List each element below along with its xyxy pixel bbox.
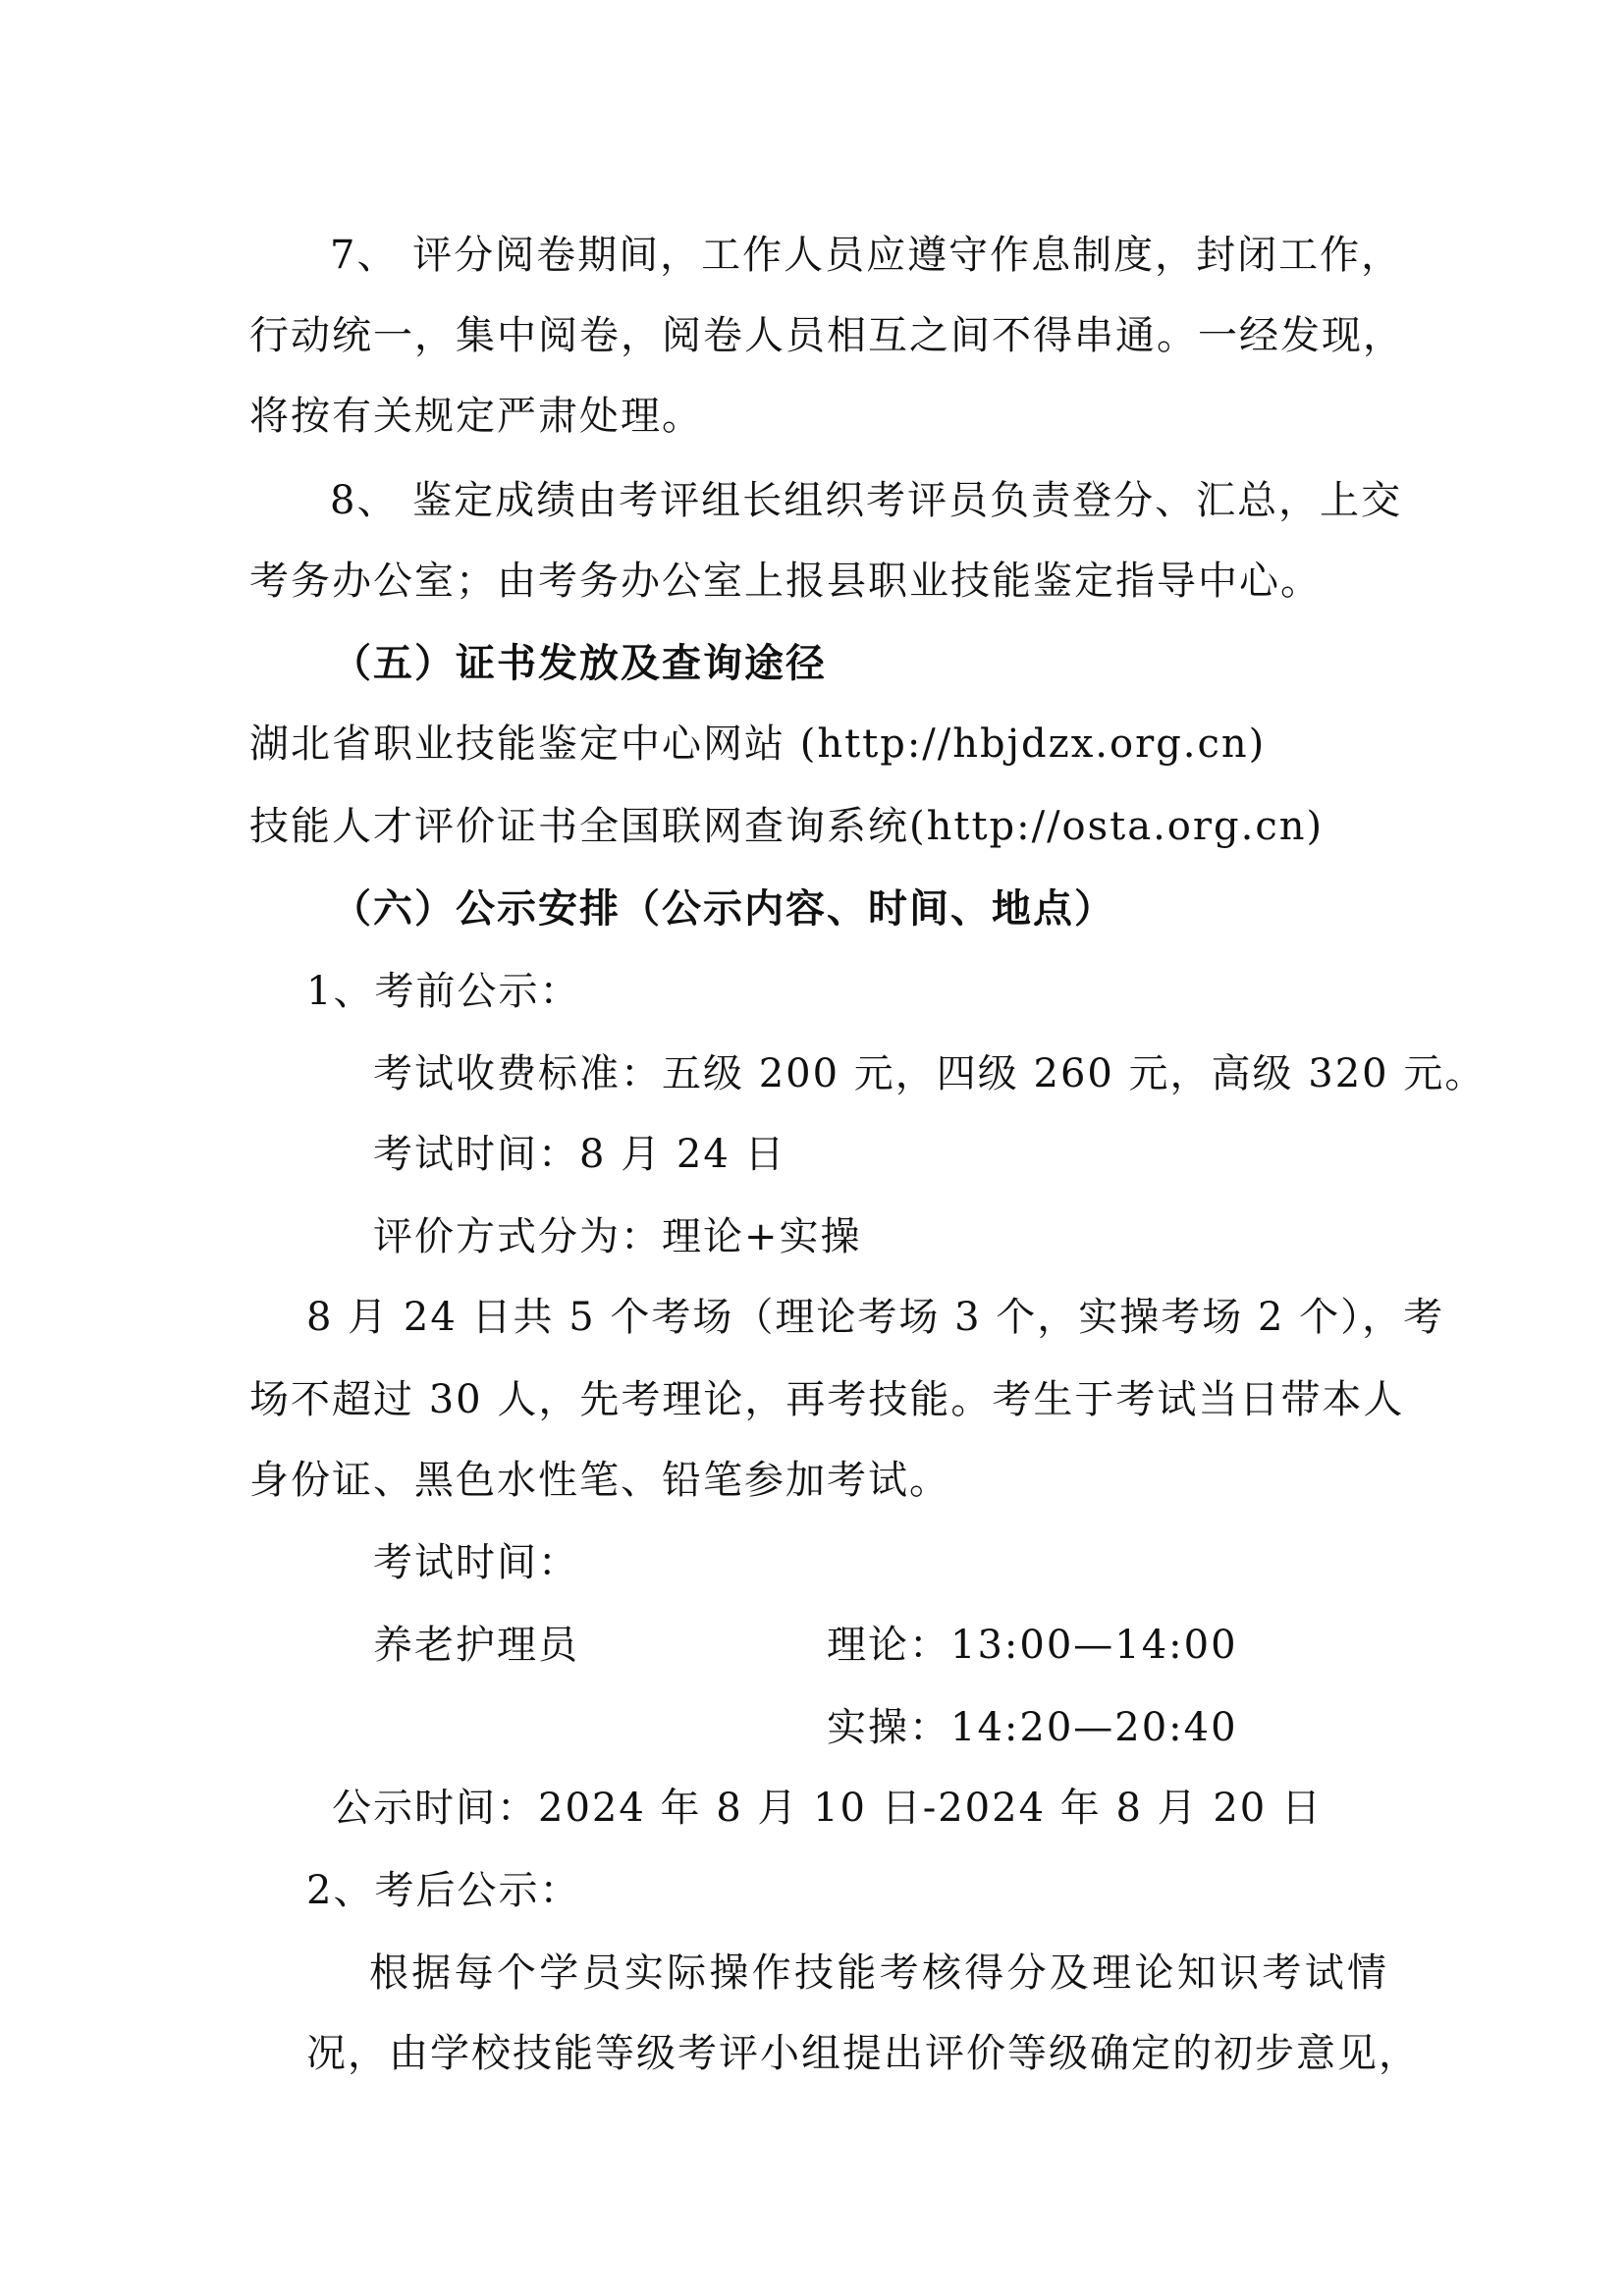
section-5-website-2: 技能人才评价证书全国联网查询系统(http://osta.org.cn) [249,804,1325,849]
section-6-heading: （六）公示安排（公示内容、时间、地点） [332,885,1115,932]
schedule-title: 考试时间： [373,1540,579,1585]
exam-fee: 考试收费标准：五级 200 元，四级 260 元，高级 320 元。 [373,1051,1487,1096]
section-5-website-1: 湖北省职业技能鉴定中心网站 (http://hbjdzx.org.cn) [249,721,1267,767]
evaluation-method: 评价方式分为：理论+实操 [373,1214,862,1259]
practice-time: 实操：14:20—20:40 [827,1705,1238,1750]
post-exam-title: 2、考后公示： [306,1868,581,1913]
exam-room-desc-line-2: 场不超过 30 人，先考理论，再考技能。考生于考试当日带本人 [249,1377,1405,1422]
exam-room-desc-line-1: 8 月 24 日共 5 个考场（理论考场 3 个，实操考场 2 个），考 [306,1295,1445,1340]
item-7-line-2: 行动统一，集中阅卷，阅卷人员相互之间不得串通。一经发现， [249,313,1404,358]
exam-room-desc-line-3: 身份证、黑色水性笔、铅笔参加考试。 [249,1458,950,1503]
theory-time: 理论：13:00—14:00 [827,1623,1238,1668]
publicity-period: 公示时间：2024 年 8 月 10 日-2024 年 8 月 20 日 [332,1786,1323,1831]
post-exam-line-1: 根据每个学员实际操作技能考核得分及理论知识考试情 [369,1950,1388,1996]
pre-exam-title: 1、考前公示： [306,969,581,1014]
item-8-line-1: 8、 鉴定成绩由考评组长组织考评员负责登分、汇总，上交 [330,478,1403,523]
item-7-line-1: 7、 评分阅卷期间，工作人员应遵守作息制度，封闭工作， [330,233,1403,278]
post-exam-line-2: 况，由学校技能等级考评小组提出评价等级确定的初步意见， [306,2031,1420,2076]
exam-date: 考试时间：8 月 24 日 [373,1132,786,1177]
item-7-line-3: 将按有关规定严肃处理。 [249,394,703,439]
job-name: 养老护理员 [373,1623,579,1668]
item-8-line-2: 考务办公室；由考务办公室上报县职业技能鉴定指导中心。 [249,559,1322,604]
section-5-heading: （五）证书发放及查询途径 [332,640,827,686]
